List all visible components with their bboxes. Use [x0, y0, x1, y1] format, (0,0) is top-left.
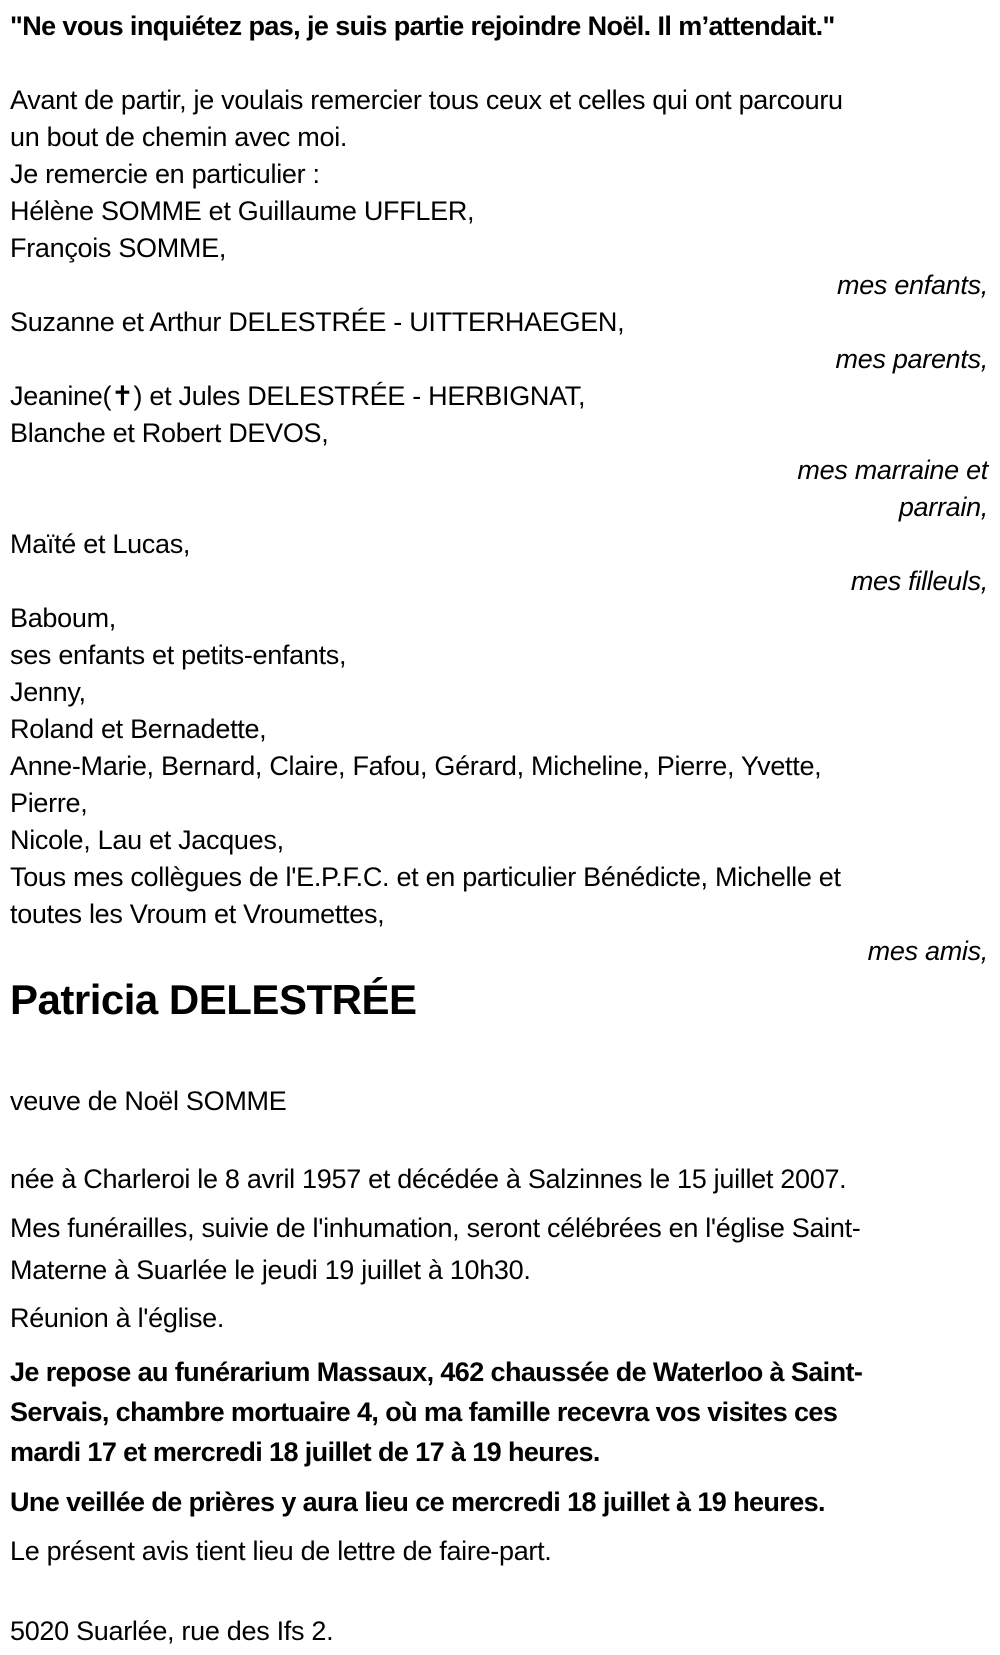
repose-line: Je repose au funérarium Massaux, 462 chaussée de Waterloo à Saint-: [10, 1357, 863, 1387]
intro-line: Je remercie en particulier :: [10, 159, 320, 189]
relation-line: mes enfants,: [837, 270, 988, 300]
repose-paragraph: [10, 1352, 988, 1472]
intro-line: Avant de partir, je voulais remercier tous ceux et celles qui ont parcouru: [10, 85, 843, 115]
name-line: Suzanne et Arthur DELESTRÉE - UITTERHAEGEN,: [10, 307, 625, 337]
name-line: Maïté et Lucas,: [10, 529, 191, 559]
name-line: Hélène SOMME et Guillaume UFFLER,: [10, 196, 475, 226]
name-line: toutes les Vroum et Vroumettes,: [10, 899, 385, 929]
meeting-line: Réunion à l'église.: [10, 1303, 225, 1333]
thanks-group-godchildren: [10, 526, 988, 600]
birth-death-line: née à Charleroi le 8 avril 1957 et décédée à Salzinnes le 15 juillet 2007.: [10, 1164, 847, 1194]
name-line: Nicole, Lau et Jacques,: [10, 825, 284, 855]
death-notice-document: [0, 8, 1000, 1650]
thanks-group-children: [10, 193, 988, 304]
name-line: Jenny,: [10, 677, 86, 707]
notice-line: Le présent avis tient lieu de lettre de faire-part.: [10, 1536, 552, 1566]
widow-line: veuve de Noël SOMME: [10, 1086, 287, 1116]
thanks-group-godparents: [10, 378, 988, 526]
name-line: Roland et Bernadette,: [10, 714, 267, 744]
relation-line: mes filleuls,: [850, 566, 988, 596]
thanks-list: [10, 193, 988, 970]
funeral-line: Mes funérailles, suivie de l'inhumation, seront célébrées en l'église Saint-: [10, 1213, 861, 1243]
relation-line: mes amis,: [867, 936, 988, 966]
funeral-paragraph: [10, 1207, 988, 1291]
thanks-group-parents: [10, 304, 988, 378]
funeral-line: Materne à Suarlée le jeudi 19 juillet à 10h30.: [10, 1255, 531, 1285]
opening-quote: "Ne vous inquiétez pas, je suis partie rejoindre Noël. Il m’attendait.": [10, 11, 835, 41]
name-line: Anne-Marie, Bernard, Claire, Fafou, Gérard, Micheline, Pierre, Yvette,: [10, 751, 822, 781]
relation-line: parrain,: [898, 492, 988, 522]
vigil-line: Une veillée de prières y aura lieu ce mercredi 18 juillet à 19 heures.: [10, 1487, 825, 1517]
relation-line: mes parents,: [835, 344, 988, 374]
name-line: Baboum,: [10, 603, 116, 633]
repose-line: Servais, chambre mortuaire 4, où ma famille recevra vos visites ces: [10, 1397, 838, 1427]
intro-line: un bout de chemin avec moi.: [10, 122, 348, 152]
repose-line: mardi 17 et mercredi 18 juillet de 17 à 19 heures.: [10, 1437, 600, 1467]
name-line: François SOMME,: [10, 233, 227, 263]
thanks-group-friends: [10, 600, 988, 970]
address-line: 5020 Suarlée, rue des Ifs 2.: [10, 1616, 334, 1646]
intro-paragraph: [10, 82, 988, 193]
name-line: Pierre,: [10, 788, 88, 818]
name-line: ses enfants et petits-enfants,: [10, 640, 347, 670]
relation-line: mes marraine et: [797, 455, 988, 485]
name-line: Tous mes collègues de l'E.P.F.C. et en particulier Bénédicte, Michelle et: [10, 862, 841, 892]
name-line: Jeanine(✝) et Jules DELESTRÉE - HERBIGNAT,: [10, 381, 586, 411]
name-line: Blanche et Robert DEVOS,: [10, 418, 329, 448]
deceased-name: Patricia DELESTRÉE: [10, 976, 417, 1023]
